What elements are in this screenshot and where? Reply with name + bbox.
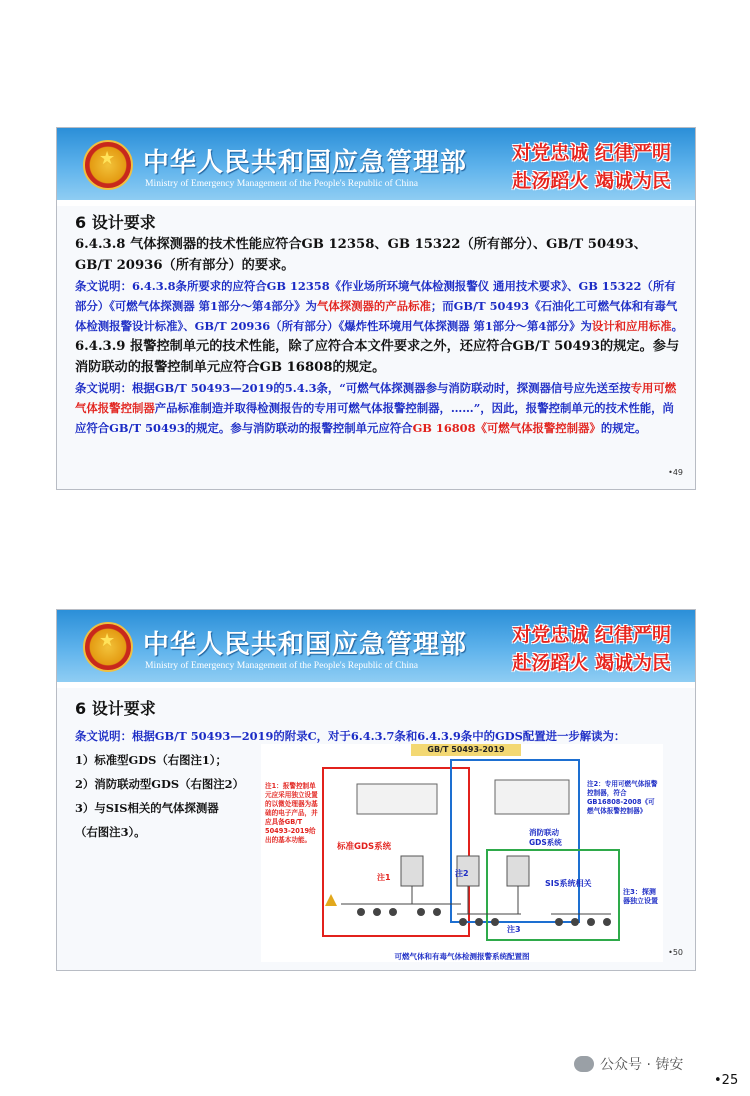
list-item: 2）消防联动型GDS（右图注2） [75, 777, 244, 791]
motto-line-1: 对党忠诚 纪律严明 [512, 624, 671, 646]
gds-config-diagram [261, 744, 663, 962]
note-text: 的规定。 [600, 421, 647, 435]
motto-line-2: 赴汤蹈火 竭诚为民 [512, 652, 671, 674]
ministry-name-cn: 中华人民共和国应急管理部 [143, 630, 468, 660]
note-text: 产品标准制造并取得检测报告的专用可燃气体报警控制器，……”，因此，报警控制单元的技术性能，尚应符合GB/T 50493的规定。参与消防联动的报警控制单元应符合 [75, 401, 674, 435]
fire-linkage-gds-label: 消防联动GDS系统 [529, 828, 562, 847]
control-room-box [357, 784, 437, 814]
slide-number: •49 [668, 468, 683, 477]
clause-note-6-4-3-9 [75, 378, 683, 438]
highlight-text: GB 16808《可燃气体报警控制器》 [412, 421, 601, 435]
section-title: 6 设计要求 [75, 699, 156, 718]
ministry-name-en: Ministry of Emergency Management of the People's Republic of China [145, 660, 419, 671]
list-item: （右图注3）。 [75, 825, 146, 839]
alarm-icon [325, 894, 337, 906]
note-text: 条文说明：6.4.3.8条所要求的应符合GB 12358《作业场所环境气体检测报警仪 通用技术要求》、GB 15322（所有部分）《可燃气体探测器 第1部分～第4部分》为 [75, 279, 676, 313]
list-item: 1）标准型GDS（右图注1）； [75, 753, 227, 767]
motto-line-1: 对党忠诚 纪律严明 [512, 142, 671, 164]
tag-note-3: 注3 [507, 925, 521, 934]
fire-control-room-box [495, 780, 569, 814]
ministry-name-cn: 中华人民共和国应急管理部 [143, 148, 468, 178]
highlight-text: 专用可燃气体报警控制器 [75, 381, 677, 415]
section-title: 6 设计要求 [75, 213, 156, 232]
slide-body [75, 234, 683, 438]
note-text: 。 [671, 319, 684, 333]
controller-box [401, 856, 423, 886]
wechat-icon [574, 1056, 594, 1072]
watermark-text: 公众号 · 铸安 [600, 1057, 684, 1073]
slide-50 [56, 609, 696, 971]
list-item: 3）与SIS相关的气体探测器 [75, 801, 219, 815]
standard-gds-label: 标准GDS系统 [337, 842, 392, 852]
clause-6-4-3-9: 6.4.3.9 报警控制单元的技术性能，除了应符合本文件要求之外，还应符合GB/T 50493的规定。参与消防联动的报警控制单元应符合GB 16808的规定。 [75, 339, 680, 375]
sis-controller-box [507, 856, 529, 886]
note-3-text: 注3：探测器独立设置 [623, 888, 658, 905]
clause-note-6-4-3-8 [75, 276, 683, 336]
tag-note-1: 注1 [377, 873, 391, 882]
clause-6-4-3-8: 6.4.3.8 气体探测器的技术性能应符合GB 12358、GB 15322（所有部分）、GB/T 50493、GB/T 20936（所有部分）的要求。 [75, 237, 647, 273]
gds-config-list [75, 748, 265, 844]
page-number: •25 [714, 1073, 739, 1088]
wechat-watermark [574, 1054, 683, 1074]
note-text: 条文说明：根据GB/T 50493—2019的5.4.3条，“可燃气体探测器参与消防联动时，探测器信号应先送至按 [75, 381, 631, 395]
tag-note-2: 注2 [455, 869, 469, 878]
national-emblem-icon [83, 622, 133, 672]
slide-49 [56, 127, 696, 490]
ministry-banner [57, 128, 695, 200]
gds-intro-text: 条文说明：根据GB/T 50493—2019的附录C，对于6.4.3.7条和6.4.3.9条中的GDS配置进一步解读为： [75, 729, 626, 743]
banner-divider [57, 682, 695, 688]
highlight-text: 气体探测器的产品标准 [316, 299, 431, 313]
detector-row [357, 908, 611, 926]
sis-label: SIS系统相关 [545, 879, 592, 888]
national-emblem-icon [83, 140, 133, 190]
note-1-text: 注1：报警控制单元应采用独立设置的以微处理器为基础的电子产品，并应具备GB/T 50493-2019给出的基本功能。 [265, 782, 318, 844]
diagram-title: GB/T 50493-2019 [411, 744, 521, 756]
banner-divider [57, 200, 695, 206]
note-text: ；而GB/T 50493《石油化工可燃气体和有毒气体检测报警设计标准》、GB/T 20936（所有部分）《爆炸性环境用气体探测器 第1部分～第4部分》为 [75, 299, 678, 333]
diagram-drawing [261, 744, 663, 962]
ministry-banner [57, 610, 695, 682]
highlight-text: 设计和应用标准 [591, 319, 672, 333]
slide-number: •50 [668, 948, 683, 957]
ministry-name-en: Ministry of Emergency Management of the People's Republic of China [145, 178, 419, 189]
note-2-text: 注2：专用可燃气体报警控制器，符合GB16808-2008《可燃气体报警控制器》 [587, 780, 658, 815]
motto-line-2: 赴汤蹈火 竭诚为民 [512, 170, 671, 192]
diagram-caption: 可燃气体和有毒气体检测报警系统配置图 [394, 952, 530, 961]
